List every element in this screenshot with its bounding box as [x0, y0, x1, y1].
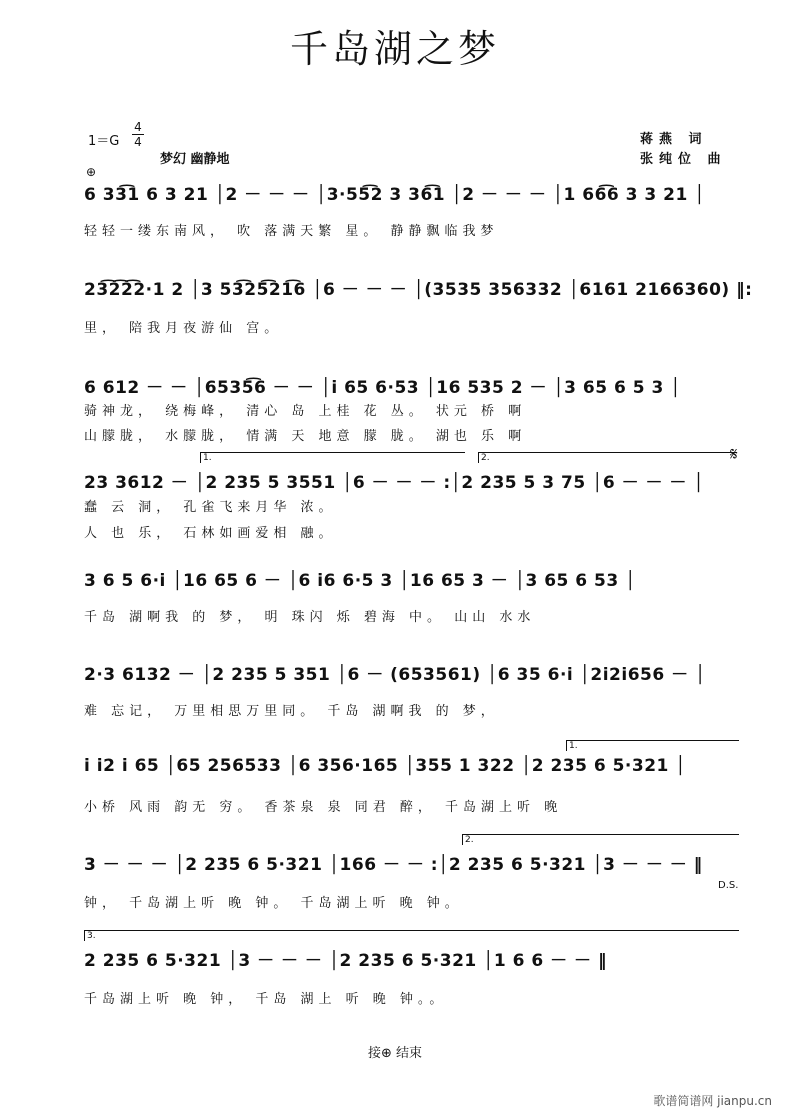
- notes-line: i i2 i 65 │65 256533 │6 356·165 │355 1 322 │2 235 6 5·321 │: [84, 756, 687, 776]
- song-title: 千岛湖之梦: [289, 27, 500, 71]
- time-bottom: 4: [134, 135, 142, 149]
- lyric-verse-1: 钟， 千岛湖上听 晚 钟。 千岛湖上听 晚 钟。: [84, 896, 463, 911]
- notes-line: 6 612 － － │6535͡6 － － │i 65 6·53 │16 535 2 － │3 65 6 5 3 │: [84, 378, 681, 398]
- lyric-verse-1: 难 忘记， 万里相思万里同。 千岛 湖啊我 的 梦，: [84, 704, 499, 719]
- lyric-verse-2: 山朦胧， 水朦胧， 情满 天 地意 朦 胧。 湖也 乐 啊: [84, 429, 527, 444]
- coda-icon: ⊕: [86, 165, 97, 179]
- volta-3: 3.: [84, 930, 739, 941]
- volta-2-second: 2.: [462, 834, 739, 845]
- notes-line: 2 235 6 5·321 │3 － － － │2 235 6 5·321 │1 6 6 － － ‖: [84, 951, 607, 971]
- notes-line: 6 33͡1 6 3 21 │2 － － － │3·55͡2 3 36͡1 │2 － － － │1 66͡6 3 3 21 │: [84, 185, 705, 205]
- time-top: 4: [134, 120, 142, 134]
- time-signature: [132, 120, 144, 149]
- volta-2: 2.: [478, 452, 737, 463]
- lyric-verse-1: 小桥 风雨 韵无 穷。 香茶泉 泉 同君 醉， 千岛湖上听 晚: [84, 800, 563, 815]
- lyric-verse-1: 骑神龙， 绕梅峰， 清心 岛 上桂 花 丛。 状元 桥 啊: [84, 404, 527, 419]
- lyric-verse-1: 轻轻一缕东南风， 吹 落满天繁 星。 静静飘临我梦: [84, 224, 499, 239]
- notes-line: 23 3612 － │2 235 5 3551 │6 － － － :│2 235 5 3 75 │6 － － － │: [84, 473, 705, 493]
- notes-line: 3 － － － │2 235 6 5·321 │166 － － :│2 235 6 5·321 │3 － － － ‖: [84, 855, 703, 875]
- notes-line: 2·3 6132 － │2 235 5 351 │6 － (653561) │6 35 6·i │2i2i656 － │: [84, 665, 706, 685]
- da-segno-mark: D.S.: [718, 880, 739, 891]
- key-signature: 1＝G: [88, 134, 120, 149]
- lyric-verse-1: 千岛湖上听 晚 钟， 千岛 湖上 听 晚 钟。。: [84, 992, 448, 1007]
- tempo-mood: 梦幻 幽静地: [160, 152, 230, 167]
- lyric-verse-1: 千岛 湖啊我 的 梦， 明 珠闪 烁 碧海 中。 山山 水水: [84, 610, 536, 625]
- lyric-verse-2: 人 也 乐， 石林如画爱相 融。: [84, 526, 337, 541]
- segno-icon: 𝄋: [730, 444, 738, 465]
- site-watermark: 歌谱简谱网 jianpu.cn: [653, 1094, 772, 1108]
- lyricist-credit: 蒋燕 词: [640, 132, 708, 147]
- lyric-verse-1: 里， 陪我月夜游仙 宫。: [84, 321, 283, 336]
- volta-1: 1.: [200, 452, 465, 463]
- lyric-verse-1: 蠢 云 洞， 孔雀飞来月华 浓。: [84, 500, 337, 515]
- notes-line: 3 6 5 6·i │16 65 6 － │6 i6 6·5 3 │16 65 3 － │3 65 6 53 │: [84, 571, 636, 591]
- notes-line: 23͡2͡2͡2·1 2 │3 53͡25͡21͡6 │6 － － － │(3535 356332 │6161 2166360) ‖:: [84, 280, 753, 300]
- volta-1-second: 1.: [566, 740, 739, 751]
- composer-credit: 张纯位 曲: [640, 152, 727, 167]
- footer-instruction: 接⊕ 结束: [367, 1046, 423, 1061]
